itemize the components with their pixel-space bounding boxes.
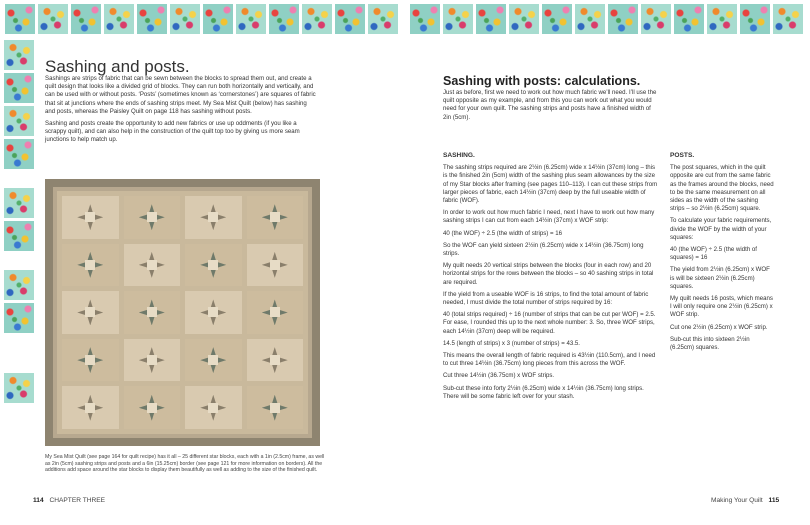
star-block	[62, 244, 119, 287]
paragraph: Sub-cut these into forty 2½in (6.25cm) wide x 14½in (36.75cm) long strips. There will be some fabric left over for your stash.	[443, 384, 644, 400]
paragraph: Sub-cut this into sixteen 2½in (6.25cm) squares.	[670, 335, 750, 352]
sashing-column	[443, 152, 661, 405]
photo-caption: My Sea Mist Quilt (see page 164 for quilt recipe) has it all – 25 different star blocks, each with a 1in (2.5cm) frame, as well as 2in (5cm) sashing strips and posts and a 6in (15.25cm) border (see page 121 for more information on borders). All the additions add space around the star blocks to display them beautifully as well as adding to the size of the finished quilt.	[45, 454, 325, 474]
page-number: 115	[768, 497, 780, 504]
star-block	[62, 339, 119, 382]
paragraph: This means the overall length of fabric required is 43½in (110.5cm), and I need to cut three 14½in (36.75cm) long pieces from this across the WOF.	[443, 352, 656, 368]
paragraph: My quilt needs 16 posts, which means I will only require one 2½in (6.25cm) x WOF strip.	[670, 295, 773, 319]
page-title: Sashing and posts.	[45, 57, 190, 76]
posts-column	[670, 152, 774, 356]
paragraph: Sashing and posts create the opportunity to add new fabrics or use up oddments (if you like a scrappy quilt), and can also help in the construction of the quilt top too by giving us more seam junctions to help match up.	[45, 120, 300, 144]
running-head: CHAPTER THREE	[49, 497, 106, 504]
paragraph: 40 (the WOF) ÷ 2.5 (the width of strips) = 16	[443, 229, 563, 237]
intro-text	[443, 89, 658, 126]
section-heading: Sashing with posts: calculations.	[443, 74, 641, 88]
paragraph: 40 (total strips required) ÷ 16 (number of strips that can be cut per WOF) = 2.5. For ease, I rounded this up to the next whole number: 3. So, three WOF strips, each 14½in (37cm) deep will be required.	[443, 311, 656, 335]
paragraph: In order to work out how much fabric I need, next I have to work out how many sashing strips I can cut from each 14½in (37cm) x WOF strip:	[443, 209, 655, 225]
star-block	[185, 386, 242, 429]
column-heading: POSTS.	[670, 152, 695, 159]
paragraph: Sashings are strips of fabric that can be sewn between the blocks to spread them out, and create a quilt design that looks like a divided grid of blocks. They can run both horizontally and vertically, and can be used with or without posts. ‘Posts’ (sometimes known as ‘cornerstones’) are squares of fabric that sit at junctions where the ends of sashing strips meet. My Sea Mist Quilt (below) has sashing and posts, whereas the Paisley Quilt on page 118 has sashing without posts.	[45, 75, 316, 115]
star-block	[247, 196, 304, 239]
star-block	[247, 244, 304, 287]
star-block	[247, 291, 304, 334]
paragraph: Cut one 2½in (6.25cm) x WOF strip.	[670, 323, 768, 331]
paragraph: 14.5 (length of strips) x 3 (number of strips) = 43.5.	[443, 339, 581, 347]
quilt-block-grid	[57, 191, 308, 434]
fabric-swatch-border-left	[0, 38, 38, 418]
star-block	[124, 339, 181, 382]
paragraph: To calculate your fabric requirements, divide the WOF by the width of your squares:	[670, 217, 772, 241]
star-block	[62, 291, 119, 334]
paragraph: So the WOF can yield sixteen 2½in (6.25cm) wide x 14½in (36.75cm) long strips.	[443, 241, 644, 258]
star-block	[247, 386, 304, 429]
star-block	[124, 291, 181, 334]
paragraph: The yield from 2½in (6.25cm) x WOF is will be sixteen 2½in (6.25cm) squares.	[670, 266, 770, 290]
paragraph: 40 (the WOF) ÷ 2.5 (the width of squares) = 16	[670, 246, 757, 262]
quilt-photo	[45, 179, 320, 446]
star-block	[124, 196, 181, 239]
star-block	[185, 244, 242, 287]
left-folio	[33, 497, 105, 504]
fabric-swatch-border-top	[0, 0, 810, 38]
paragraph: My quilt needs 20 vertical strips between the blocks (four in each row) and 20 horizontal strips for the rows between the blocks – so 40 sashing strips in total are required.	[443, 262, 654, 286]
column-heading: SASHING.	[443, 152, 475, 159]
paragraph: Just as before, first we need to work out how much fabric we’ll need. I’ll use the quilt opposite as my example, and from this you can work out what you would need for your own quilt. The sashing strips and posts have a finished width of 2in (5cm).	[443, 89, 657, 121]
star-block	[247, 339, 304, 382]
star-block	[185, 291, 242, 334]
page-number: 114	[33, 497, 44, 504]
star-block	[185, 196, 242, 239]
paragraph: Cut three 14½in (36.75cm) x WOF strips.	[443, 372, 555, 380]
running-head: Making Your Quilt	[711, 497, 763, 504]
star-block	[124, 386, 181, 429]
star-block	[124, 244, 181, 287]
star-block	[62, 196, 119, 239]
paragraph: If the yield from a useable WOF is 16 strips, to find the total amount of fabric needed, I must divide the total number of strips required by 16:	[443, 290, 649, 307]
star-block	[185, 339, 242, 382]
right-folio	[711, 497, 779, 504]
paragraph: The sashing strips required are 2½in (6.25cm) wide x 14½in (37cm) long – this is the finished 2in (5cm) width of the sashing plus seam allowances by the size of my Star blocks after framing (see pages 110–113). I can cut these strips from larger pieces of fabric, each 14½in (37cm) deep by the full useable width of fabric (WOF).	[443, 164, 658, 205]
star-block	[62, 386, 119, 429]
intro-text	[45, 75, 317, 149]
paragraph: The post squares, which in the quilt opposite are cut from the same fabric as the frames around the blocks, need to be the same measurement on all sides as the width of the sashing strips – so 2½in (6.25cm) square.	[670, 164, 774, 213]
